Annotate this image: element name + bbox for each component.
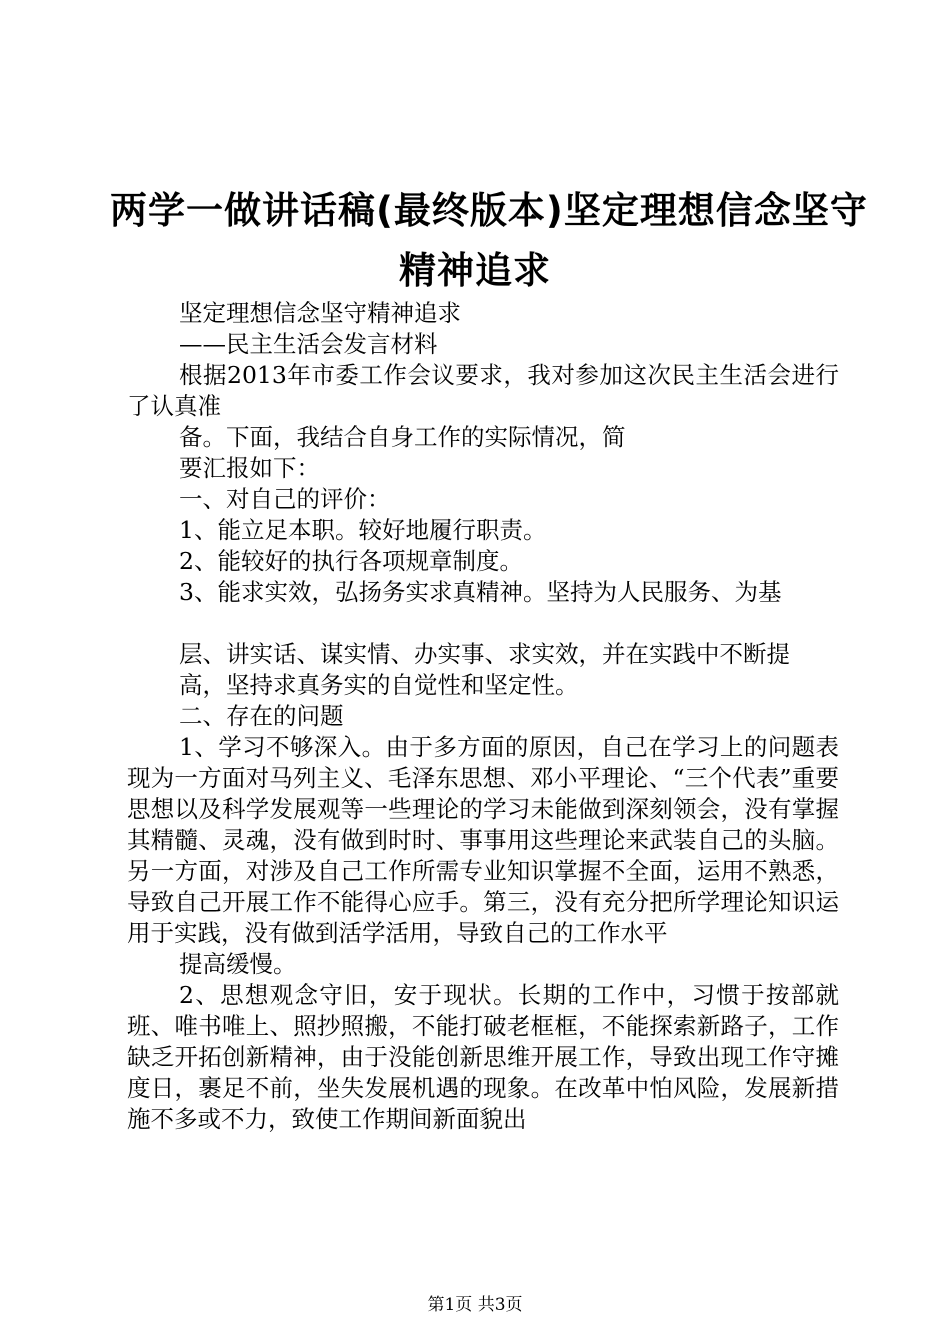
body-paragraph: 提高缓慢。 bbox=[179, 950, 297, 978]
body-paragraph: 高，坚持求真务实的自觉性和坚定性。 bbox=[179, 671, 579, 699]
body-paragraph: 要汇报如下： bbox=[179, 454, 320, 482]
document-title-line-1: 两学一做讲话稿(最终版本)坚定理想信念坚守 bbox=[110, 189, 868, 232]
section-heading: 二、存在的问题 bbox=[179, 702, 344, 730]
document-body bbox=[127, 298, 839, 1135]
subtitle-paragraph: 坚定理想信念坚守精神追求 bbox=[179, 299, 461, 327]
page-footer: 第1页 共3页 bbox=[427, 1295, 523, 1315]
body-paragraph: 2、思想观念守旧，安于现状。长期的工作中，习惯于按部就班、唯书唯上、照抄照搬，不能打破老框框，不能探索新路子，工作缺乏开拓创新精神，由于没能创新思维开展工作，导致出现工作守摊度日，裹足不前，坐失发展机遇的现象。在改革中怕风险，发展新措施不多或不力，致使工作期间新面貌出 bbox=[127, 981, 839, 1133]
body-paragraph: 备。下面，我结合自身工作的实际情况，简 bbox=[179, 423, 626, 451]
body-paragraph: 1、学习不够深入。由于多方面的原因，自己在学习上的问题表现为一方面对马列主义、毛泽东思想、邓小平理论、“三个代表”重要思想以及科学发展观等一些理论的学习未能做到深刻领会，没有掌握其精髓、灵魂，没有做到时时、事事用这些理论来武装自己的头脑。另一方面，对涉及自己工作所需专业知识掌握不全面，运用不熟悉，导致自己开展工作不能得心应手。第三，没有充分把所学理论知识运用于实践，没有做到活学活用，导致自己的工作水平 bbox=[127, 733, 839, 947]
section-heading: 一、对自己的评价： bbox=[179, 485, 391, 513]
list-item: 3、能求实效，弘扬务实求真精神。坚持为人民服务、为基 bbox=[179, 578, 782, 606]
subtitle-source-paragraph: ——民主生活会发言材料 bbox=[179, 330, 438, 358]
body-paragraph: 层、讲实话、谋实情、办实事、求实效，并在实践中不断提 bbox=[179, 640, 790, 668]
list-item: 2、能较好的执行各项规章制度。 bbox=[179, 547, 523, 575]
document-title-line-2: 精神追求 bbox=[399, 249, 551, 292]
list-item: 1、能立足本职。较好地履行职责。 bbox=[179, 516, 547, 544]
body-paragraph: 根据2013年市委工作会议要求，我对参加这次民主生活会进行了认真准 bbox=[127, 361, 839, 420]
